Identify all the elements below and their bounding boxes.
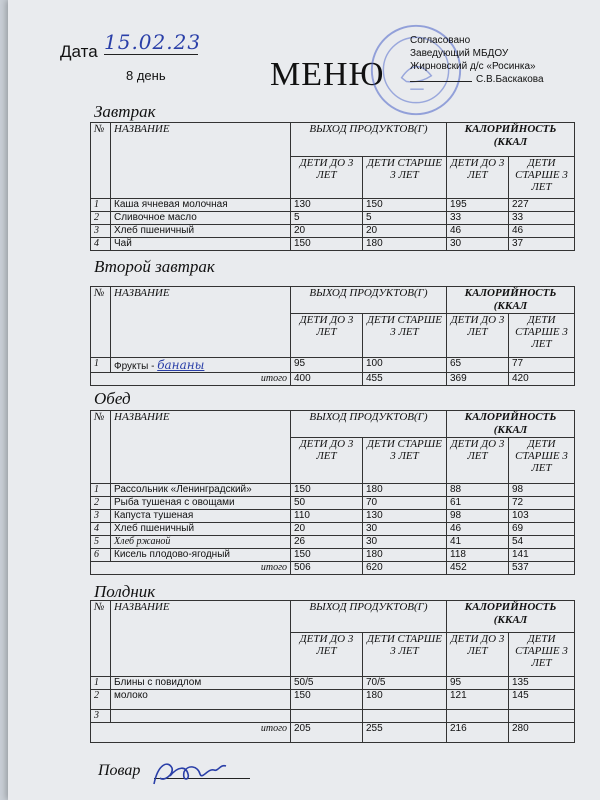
table-row [91,199,575,212]
col-num: № [91,287,111,358]
col-output-under3: ДЕТИ ДО 3 ЛЕТ [291,438,363,484]
approval-signer: С.В.Баскакова [476,74,544,85]
total-calories-over3: 280 [509,723,575,743]
row-num: 1 [91,677,111,690]
total-output-over3: 455 [363,373,447,386]
col-output-under3: ДЕТИ ДО 3 ЛЕТ [291,314,363,358]
calories-under3: 30 [447,238,509,251]
col-cal-over3: ДЕТИ СТАРШЕ 3 ЛЕТ [509,314,575,358]
dish-name [111,710,291,723]
page-title: МЕНЮ [270,56,385,93]
approval-signature [410,73,544,86]
total-output-over3: 255 [363,723,447,743]
col-output-over3: ДЕТИ СТАРШЕ 3 ЛЕТ [363,438,447,484]
col-cal-under3: ДЕТИ ДО 3 ЛЕТ [447,157,509,199]
total-output-under3: 205 [291,723,363,743]
table-row [91,497,575,510]
col-output: ВЫХОД ПРОДУКТОВ(Г) [291,287,447,314]
total-calories-over3: 420 [509,373,575,386]
table-row [91,549,575,562]
snack-table [90,600,575,743]
output-under3: 50 [291,497,363,510]
dish-name: Чай [111,238,291,251]
calories-under3: 41 [447,536,509,549]
output-under3: 130 [291,199,363,212]
dish-name [111,358,291,373]
row-num: 3 [91,510,111,523]
row-num: 2 [91,497,111,510]
row-num: 1 [91,484,111,497]
output-over3: 30 [363,536,447,549]
dish-name: Блины с повидлом [111,677,291,690]
dish-name: Сливочное масло [111,212,291,225]
calories-over3: 135 [509,677,575,690]
calories-under3: 88 [447,484,509,497]
approval-line-3: Жирновский д/с «Росинка» [410,61,536,72]
calories-under3: 95 [447,677,509,690]
table-row [91,677,575,690]
col-name: НАЗВАНИЕ [111,601,291,677]
col-num: № [91,411,111,484]
row-num: 1 [91,199,111,212]
row-num: 3 [91,710,111,723]
table-row [91,690,575,710]
total-calories-under3: 452 [447,562,509,575]
col-name: НАЗВАНИЕ [111,287,291,358]
dish-name: Рыба тушеная с овощами [111,497,291,510]
dish-name: Хлеб ржаной [111,536,291,549]
row-num: 6 [91,549,111,562]
calories-under3: 195 [447,199,509,212]
output-under3: 95 [291,358,363,373]
calories-over3: 33 [509,212,575,225]
total-output-over3: 620 [363,562,447,575]
output-under3: 150 [291,484,363,497]
table-row [91,225,575,238]
calories-over3: 37 [509,238,575,251]
col-output: ВЫХОД ПРОДУКТОВ(Г) [291,601,447,633]
output-over3: 30 [363,523,447,536]
row-num: 3 [91,225,111,238]
calories-over3: 98 [509,484,575,497]
table-row [91,536,575,549]
output-over3: 180 [363,690,447,710]
signature-icon [148,754,232,790]
output-over3: 20 [363,225,447,238]
output-under3: 150 [291,549,363,562]
calories-under3 [447,710,509,723]
calories-under3: 46 [447,523,509,536]
calories-over3: 54 [509,536,575,549]
col-calories: КАЛОРИЙНОСТЬ (ККАЛ [447,411,575,438]
total-label: итого [91,373,291,386]
breakfast-table [90,122,575,251]
table-row [91,710,575,723]
calories-over3: 46 [509,225,575,238]
day-number: 8 день [126,68,166,83]
calories-under3: 46 [447,225,509,238]
approval-line-2: Заведующий МБДОУ [410,48,509,59]
col-calories: КАЛОРИЙНОСТЬ (ККАЛ [447,287,575,314]
output-under3: 5 [291,212,363,225]
lunch-table [90,410,575,575]
output-over3: 130 [363,510,447,523]
calories-under3: 121 [447,690,509,710]
output-over3: 150 [363,199,447,212]
output-under3: 26 [291,536,363,549]
output-over3: 5 [363,212,447,225]
output-over3: 70/5 [363,677,447,690]
table-row [91,358,575,373]
total-row [91,723,575,743]
calories-over3 [509,710,575,723]
row-num: 5 [91,536,111,549]
row-num: 2 [91,690,111,710]
output-under3 [291,710,363,723]
total-output-under3: 506 [291,562,363,575]
row-num: 4 [91,238,111,251]
section-title-second-breakfast: Второй завтрак [94,257,215,276]
output-over3 [363,710,447,723]
col-cal-over3: ДЕТИ СТАРШЕ 3 ЛЕТ [509,633,575,677]
total-label: итого [91,723,291,743]
calories-over3: 69 [509,523,575,536]
dish-name-handwritten: бананы [157,358,205,372]
calories-over3: 103 [509,510,575,523]
approval-block [410,34,544,86]
col-output-over3: ДЕТИ СТАРШЕ 3 ЛЕТ [363,157,447,199]
output-under3: 50/5 [291,677,363,690]
total-row [91,373,575,386]
row-num: 1 [91,358,111,373]
dish-name: Каша ячневая молочная [111,199,291,212]
row-num: 2 [91,212,111,225]
second-breakfast-table [90,286,575,386]
table-row [91,212,575,225]
calories-over3: 77 [509,358,575,373]
col-cal-over3: ДЕТИ СТАРШЕ 3 ЛЕТ [509,157,575,199]
total-calories-over3: 537 [509,562,575,575]
section-title-snack: Полдник [94,582,156,601]
col-name: НАЗВАНИЕ [111,411,291,484]
col-cal-under3: ДЕТИ ДО 3 ЛЕТ [447,633,509,677]
section-title-lunch: Обед [94,389,131,408]
total-calories-under3: 216 [447,723,509,743]
row-num: 4 [91,523,111,536]
table-row [91,484,575,497]
output-over3: 180 [363,484,447,497]
output-under3: 20 [291,523,363,536]
dish-name-printed: Фрукты - [114,361,155,372]
col-cal-under3: ДЕТИ ДО 3 ЛЕТ [447,438,509,484]
output-under3: 20 [291,225,363,238]
col-output-under3: ДЕТИ ДО 3 ЛЕТ [291,157,363,199]
approval-line-1: Согласовано [410,35,471,46]
dish-name: молоко [111,690,291,710]
cook-label: Повар [98,762,141,779]
col-num: № [91,123,111,199]
output-under3: 150 [291,690,363,710]
calories-over3: 141 [509,549,575,562]
col-cal-under3: ДЕТИ ДО 3 ЛЕТ [447,314,509,358]
dish-name: Капуста тушеная [111,510,291,523]
dish-name: Рассольник «Ленинградский» [111,484,291,497]
col-name: НАЗВАНИЕ [111,123,291,199]
calories-under3: 98 [447,510,509,523]
output-over3: 70 [363,497,447,510]
signature-line [410,81,472,82]
calories-over3: 227 [509,199,575,212]
output-over3: 100 [363,358,447,373]
col-output-over3: ДЕТИ СТАРШЕ 3 ЛЕТ [363,314,447,358]
calories-over3: 145 [509,690,575,710]
calories-under3: 118 [447,549,509,562]
col-output: ВЫХОД ПРОДУКТОВ(Г) [291,123,447,157]
col-num: № [91,601,111,677]
output-over3: 180 [363,238,447,251]
section-title-breakfast: Завтрак [94,102,156,121]
table-row [91,510,575,523]
calories-under3: 61 [447,497,509,510]
calories-over3: 72 [509,497,575,510]
table-row [91,523,575,536]
col-output-over3: ДЕТИ СТАРШЕ 3 ЛЕТ [363,633,447,677]
calories-under3: 65 [447,358,509,373]
dish-name: Кисель плодово-ягодный [111,549,291,562]
total-output-under3: 400 [291,373,363,386]
output-over3: 180 [363,549,447,562]
col-output-under3: ДЕТИ ДО 3 ЛЕТ [291,633,363,677]
date-value: 15.02.23 [104,30,202,54]
col-calories: КАЛОРИЙНОСТЬ (ККАЛ [447,123,575,157]
date-label: Дата [60,42,98,61]
output-under3: 110 [291,510,363,523]
output-under3: 150 [291,238,363,251]
menu-sheet [8,0,600,800]
table-row [91,238,575,251]
col-output: ВЫХОД ПРОДУКТОВ(Г) [291,411,447,438]
col-cal-over3: ДЕТИ СТАРШЕ 3 ЛЕТ [509,438,575,484]
total-label: итого [91,562,291,575]
total-calories-under3: 369 [447,373,509,386]
dish-name: Хлеб пшеничный [111,523,291,536]
total-row [91,562,575,575]
calories-under3: 33 [447,212,509,225]
col-calories: КАЛОРИЙНОСТЬ (ККАЛ [447,601,575,633]
dish-name: Хлеб пшеничный [111,225,291,238]
